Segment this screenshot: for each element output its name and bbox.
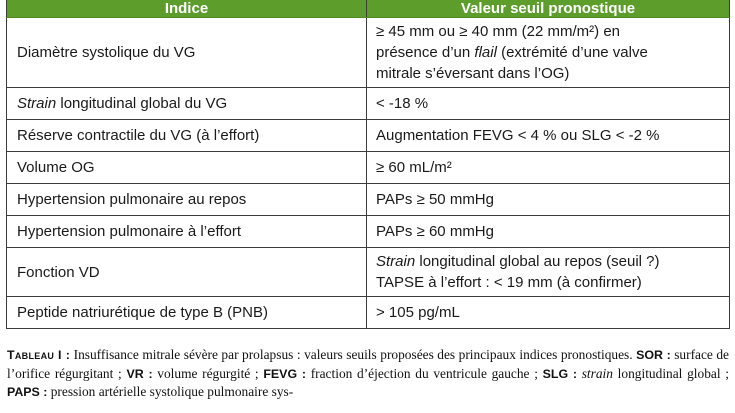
- table-row: [7, 216, 730, 248]
- cell-text: TAPSE à l’effort : < 19 mm (à confirmer): [376, 274, 642, 291]
- cell-indice: Fonction VD: [7, 248, 367, 297]
- caption-abbr-vr: VR :: [126, 366, 153, 381]
- table-row: [7, 184, 730, 216]
- cell-indice: Volume OG: [7, 152, 367, 184]
- caption-abbr-slg: SLG :: [542, 366, 578, 381]
- table-header-row: [7, 0, 730, 18]
- cell-valeur: PAPs ≥ 60 mmHg: [367, 216, 730, 248]
- caption-abbr-fevg: FEVG :: [263, 366, 306, 381]
- caption-text: surface de l’orifice régurgitant ;: [7, 347, 729, 381]
- table-row: [7, 18, 730, 88]
- cell-valeur: [367, 248, 730, 297]
- caption-abbr-sor: SOR :: [636, 348, 671, 362]
- table-row: [7, 120, 730, 152]
- table-caption: [7, 346, 729, 402]
- prognostic-thresholds-table: [6, 0, 730, 329]
- table-row: [7, 297, 730, 329]
- cell-text: présence d’un: [376, 44, 475, 61]
- cell-text-italic: flail: [474, 44, 497, 61]
- caption-label: Tableau I :: [7, 348, 71, 362]
- caption-text-italic: strain: [581, 365, 613, 381]
- table-row: [7, 88, 730, 120]
- caption-text: pression artérielle systolique pulmonaire sys-: [47, 384, 294, 399]
- cell-text: longitudinal global du VG: [56, 95, 228, 112]
- cell-indice: Diamètre systolique du VG: [7, 18, 367, 88]
- caption-text: Insuffisance mitrale sévère par prolapsus : valeurs seuils proposées des principaux indices pronostiques.: [70, 347, 637, 362]
- cell-indice: Réserve contractile du VG (à l’effort): [7, 120, 367, 152]
- cell-text-italic: Strain: [17, 95, 57, 112]
- cell-valeur: ≥ 60 mL/m²: [367, 152, 730, 184]
- cell-text-italic: Strain: [376, 253, 416, 270]
- cell-indice: [7, 88, 367, 120]
- table-row: [7, 152, 730, 184]
- cell-valeur: < -18 %: [367, 88, 730, 120]
- caption-abbr-paps: PAPS :: [7, 385, 48, 399]
- cell-valeur: Augmentation FEVG < 4 % ou SLG < -2 %: [367, 120, 730, 152]
- header-indice: Indice: [7, 0, 367, 18]
- cell-text: ≥ 45 mm ou ≥ 40 mm (22 mm/m²) en: [376, 23, 621, 40]
- table-row: [7, 248, 730, 297]
- cell-text: (extrémité d’une valve: [496, 44, 648, 61]
- header-valeur-seuil: Valeur seuil pronostique: [367, 0, 730, 18]
- cell-valeur: PAPs ≥ 50 mmHg: [367, 184, 730, 216]
- cell-text: longitudinal global au repos (seuil ?): [415, 253, 660, 270]
- cell-valeur: [367, 18, 730, 88]
- cell-indice: Hypertension pulmonaire au repos: [7, 184, 367, 216]
- caption-text: volume régurgité ;: [152, 365, 264, 381]
- caption-text: fraction d’éjection du ventricule gauche ;: [306, 365, 543, 381]
- prognostic-table-container: [6, 0, 729, 329]
- cell-valeur: > 105 pg/mL: [367, 297, 730, 329]
- cell-text: mitrale s’éversant dans l’OG): [376, 65, 570, 82]
- cell-indice: Hypertension pulmonaire à l’effort: [7, 216, 367, 248]
- caption-text: longitudinal global ;: [612, 365, 729, 381]
- cell-indice: Peptide natriurétique de type B (PNB): [7, 297, 367, 329]
